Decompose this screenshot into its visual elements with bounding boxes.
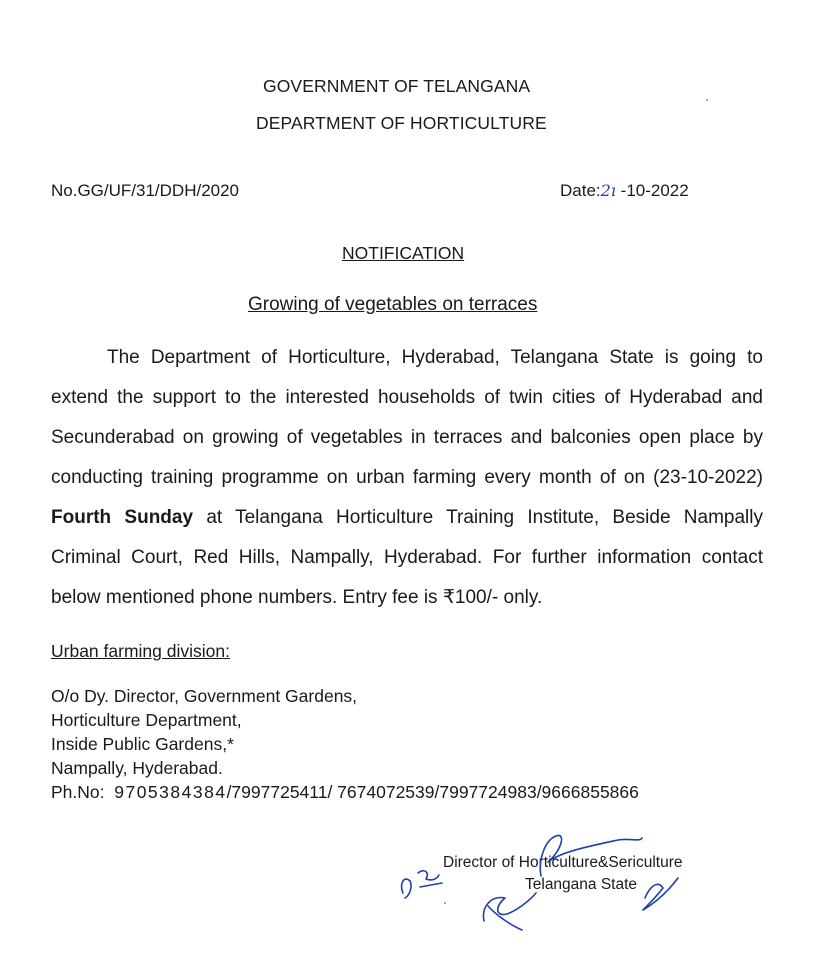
header-government: GOVERNMENT OF TELANGANA <box>263 76 531 96</box>
phone-label: Ph.No: <box>51 782 105 802</box>
subject-title: Growing of vegetables on terraces <box>248 294 538 315</box>
body-line: Secunderabad on growing of vegetables in terraces and balconies open place by <box>51 427 763 448</box>
date-suffix: -10-2022 <box>615 181 689 200</box>
scan-speck <box>444 902 446 904</box>
address-line: Horticulture Department, <box>51 710 242 730</box>
address-line: Nampally, Hyderabad. <box>51 758 223 778</box>
body-line: Criminal Court, Red Hills, Nampally, Hyderabad. For further information contact <box>51 547 763 568</box>
address-line: Inside Public Gardens,* <box>51 734 234 754</box>
phone-line <box>51 780 639 804</box>
date <box>560 181 689 201</box>
bold-phrase: Fourth Sunday <box>51 507 194 528</box>
date-prefix: Date: <box>560 181 601 200</box>
header-department: DEPARTMENT OF HORTICULTURE <box>256 113 547 133</box>
phone-rest: /7997725411/ 7674072539/7997724983/9666855866 <box>226 782 639 802</box>
notification-title: NOTIFICATION <box>342 243 465 263</box>
signature-state: Telangana State <box>525 876 638 893</box>
body-line-with-bold <box>51 498 763 538</box>
signature-designation: Director of Horticulture&Sericulture <box>443 854 683 871</box>
address-block <box>51 684 639 804</box>
phone-first: 9705384384 <box>114 782 227 802</box>
reference-number: No.GG/UF/31/DDH/2020 <box>51 181 240 200</box>
scan-speck <box>706 99 708 101</box>
address-line: O/o Dy. Director, Government Gardens, <box>51 686 358 706</box>
body-line: below mentioned phone numbers. Entry fee is ₹100/- only. <box>51 587 543 608</box>
date-handwritten-day: 2ı <box>600 181 616 200</box>
body-line: The Department of Horticulture, Hyderabad, Telangana State is going to <box>107 347 763 368</box>
division-heading: Urban farming division: <box>51 641 230 661</box>
body-line: conducting training programme on urban farming every month of on (23-10-2022) <box>51 467 763 488</box>
body-line-rest: at Telangana Horticulture Training Institute, Beside Nampally <box>206 507 763 528</box>
body-paragraph <box>51 338 763 618</box>
body-line: extend the support to the interested households of twin cities of Hyderabad and <box>51 387 763 408</box>
